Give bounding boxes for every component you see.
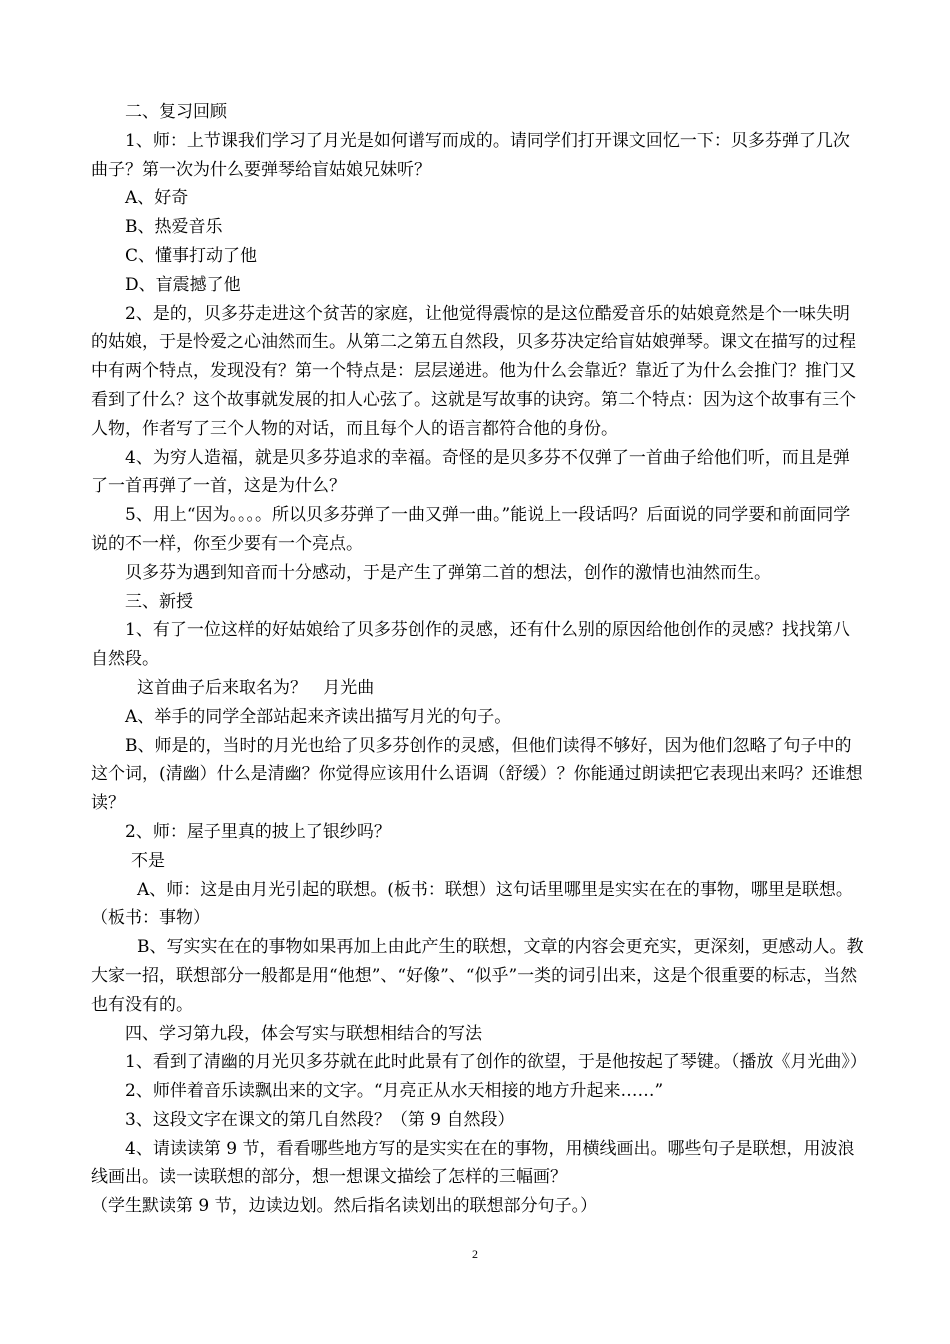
paragraph: A、师：这是由月光引起的联想。(板书：联想）这句话里哪里是实实在在的事物，哪里是联想。（板书：事物） [91,879,853,929]
paragraph: B、写实实在在的事物如果再加上由此产生的联想，文章的内容会更充实，更深刻，更感动人。教大家一招，联想部分一般都是用“他想”、“好像”、“似乎”一类的词引出来，这是个很重要的标志，当然也有没有的。 [91,937,864,1015]
heading-new-lesson: 三、新授 [125,591,193,612]
heading-section-four: 四、学习第九段，体会写实与联想相结合的写法 [125,1023,482,1044]
page-number: 2 [472,1247,478,1261]
paragraph: （学生默读第 9 节，边读边划。然后指名读划出的联想部分句子。） [91,1196,598,1217]
option-item: A、好奇 [125,188,189,209]
paragraph: 1、有了一位这样的好姑娘给了贝多芬创作的灵感，还有什么别的原因给他创作的灵感？找找第八自然段。 [91,620,850,670]
heading-review: 二、复习回顾 [125,102,227,122]
paragraph: A、举手的同学全部站起来齐读出描写月光的句子。 [125,706,512,727]
document-body [91,98,867,1221]
paragraph: B、师是的，当时的月光也给了贝多芬创作的灵感，但他们读得不够好，因为他们忽略了句子中的这个词，(清幽）什么是清幽？你觉得应该用什么语调（舒缓）？你能通过朗读把它表现出来吗？还谁想读？ [91,735,863,814]
option-item: B、热爱音乐 [125,217,223,238]
paragraph: 1、师：上节课我们学习了月光是如何谱写而成的。请同学们打开课文回忆一下：贝多芬弹了几次曲子？第一次为什么要弹琴给盲姑娘兄妹听？ [91,130,850,180]
paragraph: 3、这段文字在课文的第几自然段？（第 9 自然段） [125,1109,515,1130]
option-item: D、盲震撼了他 [125,274,241,295]
option-item: C、懂事打动了他 [125,245,258,266]
paragraph: 4、为穷人造福，就是贝多芬追求的幸福。奇怪的是贝多芬不仅弹了一首曲子给他们听，而且是弹了一首再弹了一首，这是为什么？ [91,447,850,497]
paragraph: 2、是的，贝多芬走进这个贫苦的家庭，让他觉得震惊的是这位酷爱音乐的姑娘竟然是个一味失明的姑娘，于是怜爱之心油然而生。从第二之第五自然段，贝多芬决定给盲姑娘弹琴。课文在描写的过程中有两个特点，发现没有？第一个特点是：层层递进。他为什么会靠近？靠近了为什么会推门？推门又看到了什么？这个故事就发展的扣人心弦了。这就是写故事的诀窍。第二个特点：因为这个故事有三个人物，作者写了三个人物的对话，而且每个人的语言都符合他的身份。 [91,303,856,439]
paragraph: 这首曲子后来取名为？ 月光曲 [137,677,375,698]
paragraph: 4、请读读第 9 节，看看哪些地方写的是实实在在的事物，用横线画出。哪些句子是联想，用波浪线画出。读一读联想的部分，想一想课文描绘了怎样的三幅画？ [91,1138,855,1188]
paragraph: 1、看到了清幽的月光贝多芬就在此时此景有了创作的欲望，于是他按起了琴键。（播放《月光曲》） [125,1052,867,1073]
paragraph: 2、师伴着音乐读飘出来的文字。“月亮正从水天相接的地方升起来……” [125,1081,664,1102]
paragraph: 不是 [131,850,165,871]
paragraph: 2、师：屋子里真的披上了银纱吗？ [125,821,391,842]
paragraph: 5、用上“因为。。。。所以贝多芬弹了一曲又弹一曲。”能说上一段话吗？后面说的同学要和前面同学说的不一样，你至少要有一个亮点。 [91,505,851,554]
paragraph: 贝多芬为遇到知音而十分感动，于是产生了弹第二首的想法，创作的激情也油然而生。 [125,562,771,583]
